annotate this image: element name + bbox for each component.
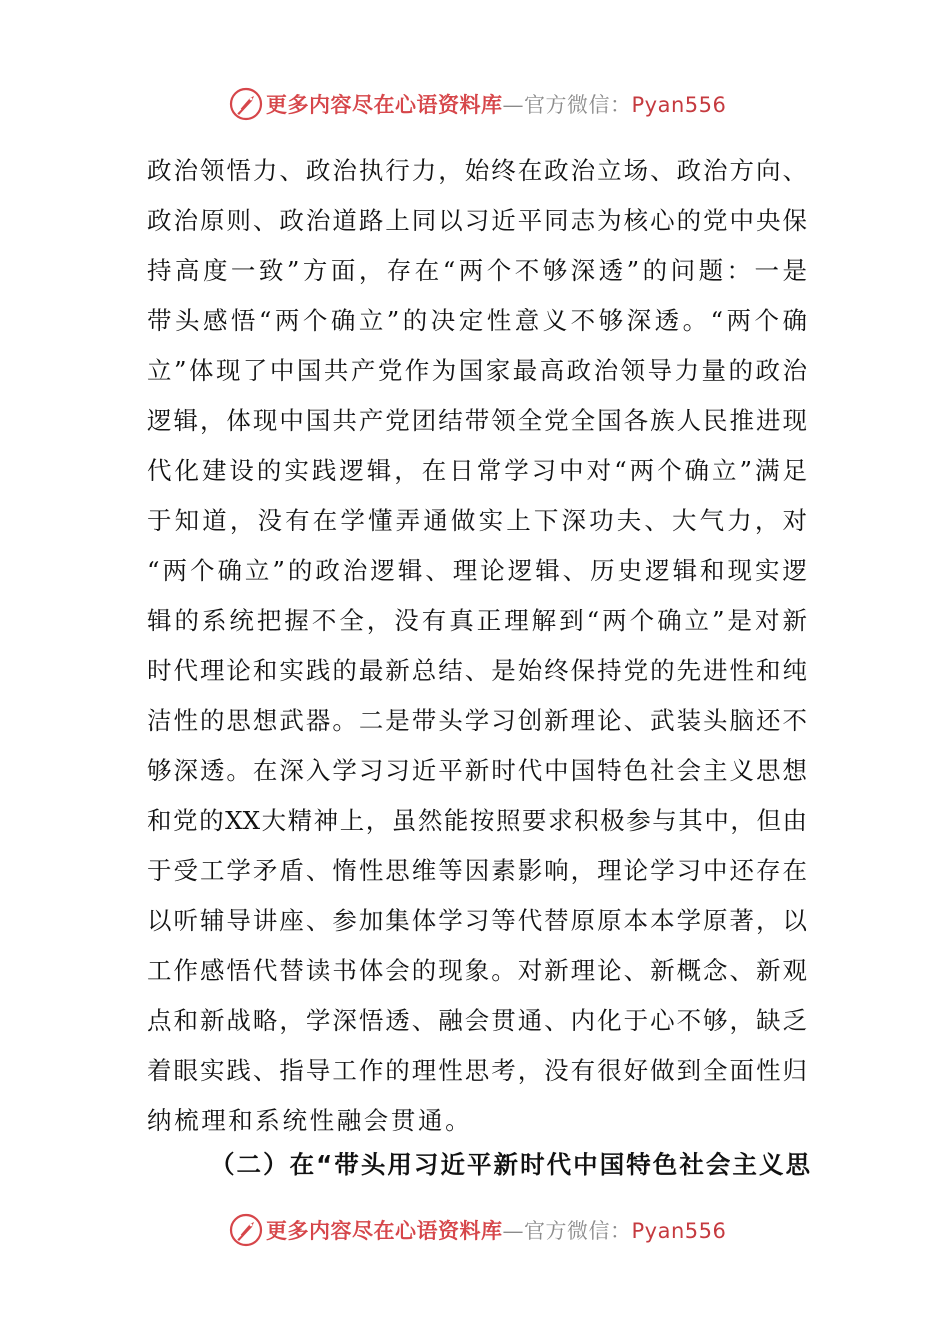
body-line: “两个确立”的政治逻辑、理论逻辑、历史逻辑和现实逻 <box>147 556 807 585</box>
document-body <box>147 146 807 1146</box>
body-line: 带头感悟“两个确立”的决定性意义不够深透。“两个确 <box>147 306 807 335</box>
watermark-wechat-label: —官方微信： <box>502 93 632 117</box>
watermark-site-name: 更多内容尽在心语资料库 <box>266 1218 503 1243</box>
body-line: 工作感悟代替读书体会的现象。对新理论、新概念、新观 <box>147 956 807 985</box>
body-line: 以听辅导讲座、参加集体学习等代替原原本本学原著，以 <box>147 906 807 935</box>
body-line: 点和新战略，学深悟透、融会贯通、内化于心不够，缺乏 <box>147 1006 807 1035</box>
watermark-wechat-id: Pyan556 <box>631 1219 727 1243</box>
header-watermark <box>228 84 748 124</box>
body-line: 于受工学矛盾、惰性思维等因素影响，理论学习中还存在 <box>147 856 807 885</box>
body-line: 逻辑，体现中国共产党团结带领全党全国各族人民推进现 <box>147 406 807 435</box>
body-line: 持高度一致”方面，存在“两个不够深透”的问题：一是 <box>147 256 807 285</box>
footer-watermark <box>228 1210 748 1250</box>
body-line: 洁性的思想武器。二是带头学习创新理论、武装头脑还不 <box>147 706 807 735</box>
body-line: 时代理论和实践的最新总结、是始终保持党的先进性和纯 <box>147 656 807 685</box>
body-line: 够深透。在深入学习习近平新时代中国特色社会主义思想 <box>147 756 807 785</box>
watermark-wechat-label: —官方微信： <box>502 1219 632 1243</box>
watermark-site-name: 更多内容尽在心语资料库 <box>266 92 503 117</box>
body-line-last: 纳梳理和系统性融会贯通。 <box>147 1106 473 1135</box>
body-line: 立”体现了中国共产党作为国家最高政治领导力量的政治 <box>147 356 807 385</box>
watermark-wechat-id: Pyan556 <box>631 93 727 117</box>
body-line: 政治原则、政治道路上同以习近平同志为核心的党中央保 <box>147 206 807 235</box>
body-line: 代化建设的实践逻辑，在日常学习中对“两个确立”满足 <box>147 456 807 485</box>
watermark-text <box>266 89 726 119</box>
body-line: 辑的系统把握不全，没有真正理解到“两个确立”是对新 <box>147 606 807 635</box>
pen-nib-circle-icon <box>228 1212 264 1248</box>
pen-nib-circle-icon <box>228 86 264 122</box>
body-line: 着眼实践、指导工作的理性思考，没有很好做到全面性归 <box>147 1056 807 1085</box>
body-line: 政治领悟力、政治执行力，始终在政治立场、政治方向、 <box>147 156 807 185</box>
section-heading: （二）在“带头用习近平新时代中国特色社会主义思 <box>210 1150 810 1179</box>
watermark-text <box>266 1215 726 1245</box>
body-line: 和党的XX大精神上，虽然能按照要求积极参与其中，但由 <box>147 806 807 835</box>
body-line: 于知道，没有在学懂弄通做实上下深功夫、大气力，对 <box>147 506 807 535</box>
